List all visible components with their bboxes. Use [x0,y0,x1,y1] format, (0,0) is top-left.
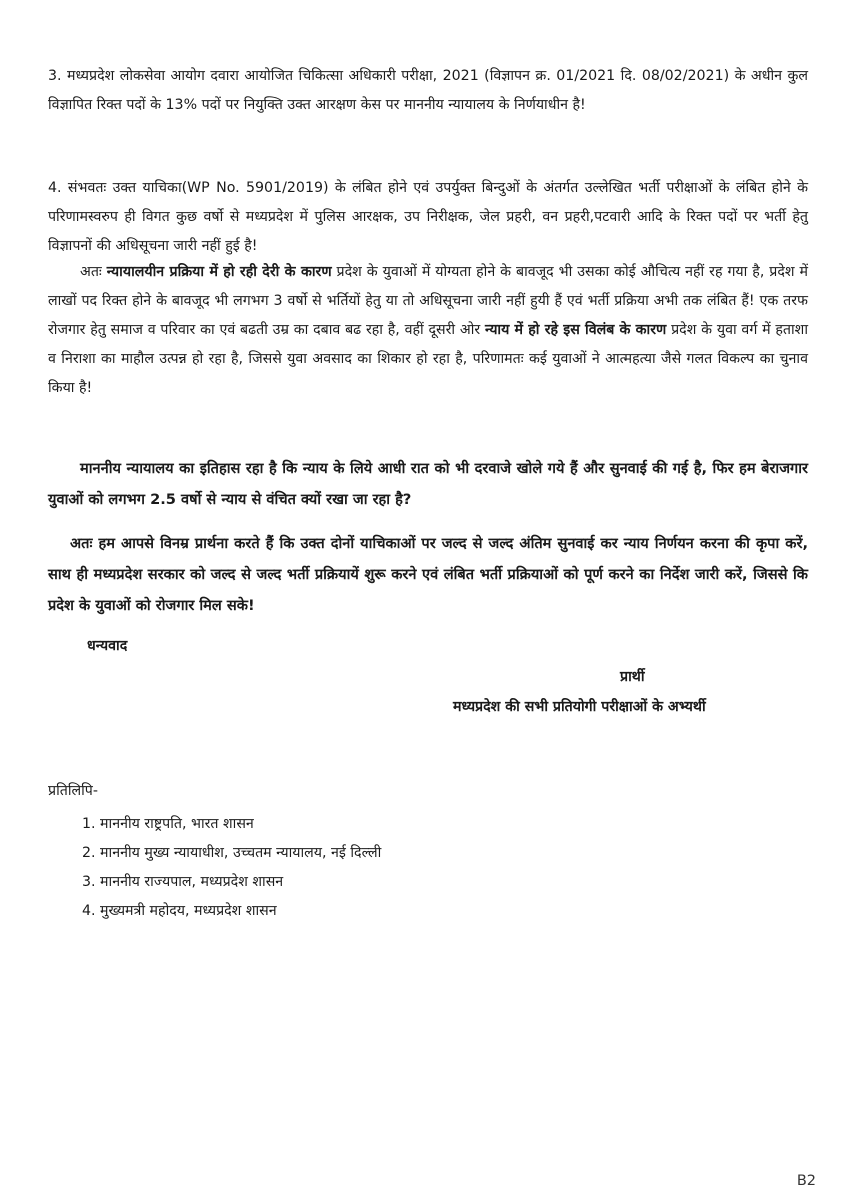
copy-to-label: प्रतिलिपि- [48,783,98,799]
paragraph-6 [48,453,808,515]
paragraph-7-text: अतः हम आपसे विनम्र प्रार्थना करते हैं कि उक्त दोनों याचिकाओं पर जल्द से जल्द अंतिम सुनवाई कर न्याय निर्णयन करना की कृपा करें, साथ ही मध्यप्रदेश सरकार को जल्द से जल्द भर्ती प्रक्रियायें शुरू करने एवं लंबित भर्ती प्रक्रियाओं को पूर्ण करने का निर्देश जारी करें, जिससे कि प्रदेश के युवाओं को रोजगार मिल सके! [48,535,808,614]
paragraph-5-part-3: प्रदेश के युवा वर्ग में हताशा व निराशा का माहौल उत्पन्न हो रहा है, जिससे युवा अवसाद का शिकार हो रहा है, परिणामतः कई युवाओं ने आत्महत्या जैसे गलत विकल्प का चुनाव किया है! [48,322,808,396]
thanks-text: धन्यवाद [87,638,128,654]
paragraph-5-part-2: प्रदेश के युवाओं में योग्यता होने के बावजूद भी उसका कोई औचित्य नहीं रह गया है, प्रदेश में लाखों पद रिक्त होने के बावजूद भी लगभग 3 वर्षो से भर्तियों हेतु या तो अधिसूचना जारी नहीं हुयी हैं एवं भर्ती प्रक्रिया अभी तक लंबित हैं! एक तरफ रोजगार हेतु समाज व परिवार का एवं बढती उम्र का दबाव बढ रहा है, वहीं दूसरी ओर [48,264,808,338]
applicant-label: प्रार्थी [620,669,645,685]
paragraph-6-text: माननीय न्यायालय का इतिहास रहा है कि न्याय के लिये आधी रात को भी दरवाजे खोले गये हैं और सुनवाई की गई है, फिर हम बेराजगार युवाओं को लगभग 2.5 वर्षो से न्याय से वंचित क्यों रखा जा रहा है? [48,460,808,508]
paragraph-7 [48,528,808,621]
candidates-signature: मध्यप्रदेश की सभी प्रतियोगी परीक्षाओं के अभ्यर्थी [453,699,706,715]
paragraph-3: 3. मध्यप्रदेश लोकसेवा आयोग दवारा आयोजित चिकित्सा अधिकारी परीक्षा, 2021 (विज्ञापन क्र. 01/2021 दि. 08/02/2021) के अधीन कुल विज्ञापित रिक्त पदों के 13% पदों पर नियुक्ति उक्त आरक्षण केस पर माननीय न्यायालय के निर्णयाधीन है! [48,68,808,113]
list-item: 2. माननीय मुख्य न्यायाधीश, उच्चतम न्यायालय, नई दिल्ली [82,845,382,861]
paragraph-5-emphasis-1: न्यायालयीन प्रक्रिया में हो रही देरी के कारण [106,264,332,280]
copy-to-list [82,810,381,926]
paragraph-5-part-1: अतः [80,264,107,280]
list-item: 3. माननीय राज्यपाल, मध्यप्रदेश शासन [82,874,284,890]
paragraph-5-emphasis-2: न्याय में हो रहे इस विलंब के कारण [485,322,667,338]
paragraph-4: 4. संभवतः उक्त याचिका(WP No. 5901/2019) के लंबित होने एवं उपर्युक्त बिन्दुओं के अंतर्गत उल्लेखित भर्ती परीक्षाओं के लंबित होने के परिणामस्वरुप ही विगत कुछ वर्षो से मध्यप्रदेश में पुलिस आरक्षक, उप निरीक्षक, जेल प्रहरी, वन प्रहरी,पटवारी आदि के रिक्त पदों पर भर्ती हेतु विज्ञापनों की अधिसूचना जारी नहीं हुई है! [48,180,808,254]
paragraph-5 [48,258,808,403]
list-item: 1. माननीय राष्ट्रपति, भारत शासन [82,816,254,832]
list-item: 4. मुख्यमत्री महोदय, मध्यप्रदेश शासन [82,903,277,919]
page-number: B2 [796,1173,816,1189]
